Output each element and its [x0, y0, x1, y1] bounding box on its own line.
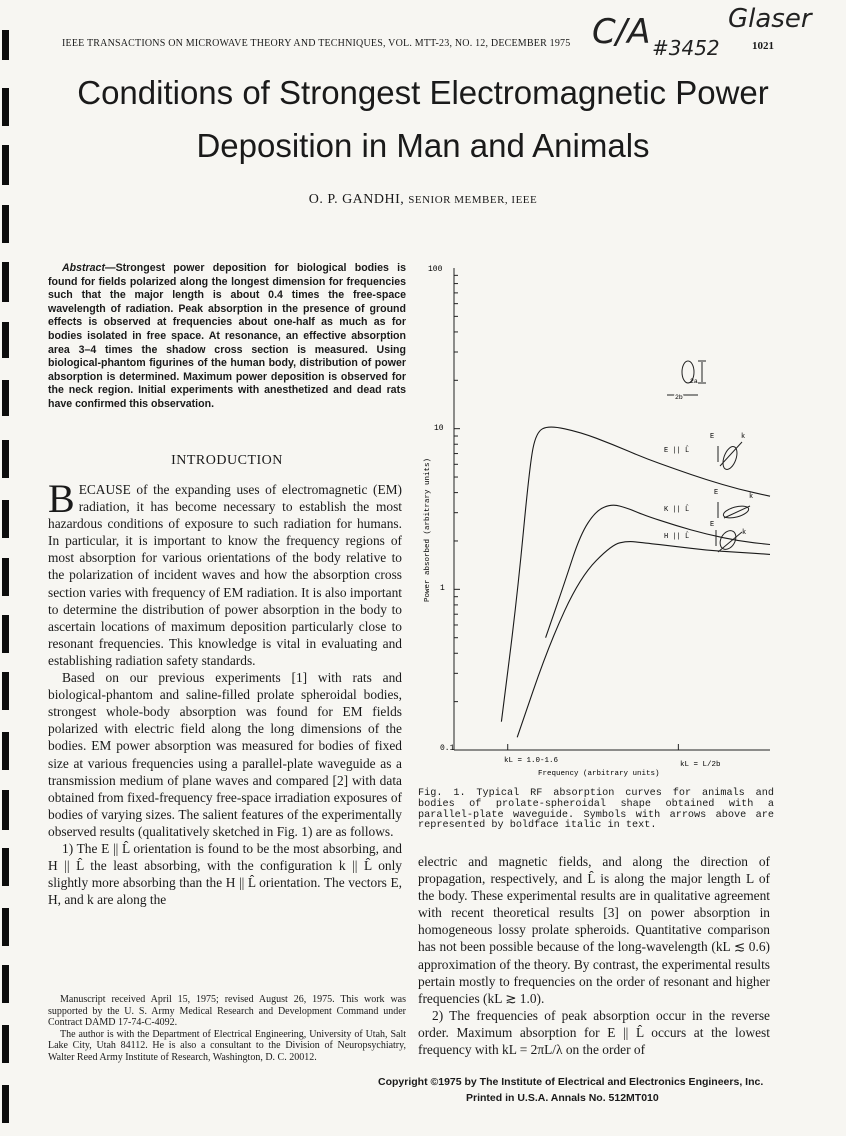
margin-mark [2, 380, 9, 416]
x-ticks [508, 744, 679, 750]
field-arrow-icon [724, 506, 750, 518]
abstract [48, 262, 406, 412]
footnote-manuscript: Manuscript received April 15, 1975; revised August 26, 1975. This work was supported by the U. S. Army Medical Research and Development Command under Contract DAMD 17-74-C-4092. [48, 994, 406, 1029]
margin-mark [2, 790, 9, 830]
running-header: IEEE TRANSACTIONS ON MICROWAVE THEORY AND TECHNIQUES, VOL. MTT-23, NO. 12, DECEMBER 1975 [62, 38, 571, 49]
y-tick-label: 0.1 [440, 744, 455, 753]
handwritten-note-right: Glaser [728, 4, 812, 34]
series-line-2 [546, 505, 770, 637]
figure-1-chart [412, 262, 792, 782]
field-arrow-icon [720, 442, 742, 466]
spheroid-icon [720, 445, 739, 472]
section-heading: INTRODUCTION [171, 453, 283, 468]
intro-paragraph-1 [48, 476, 402, 669]
curves [501, 427, 770, 737]
inset-height-label: 2a [690, 378, 698, 385]
y-tick-label: 100 [428, 265, 443, 274]
field-arrow-icon [718, 532, 742, 552]
margin-mark [2, 1025, 9, 1063]
printed-line: Printed in U.S.A. Annals No. 512MT010 [466, 1092, 659, 1104]
chart-axes [454, 268, 770, 750]
margin-mark [2, 500, 9, 538]
author-name: O. P. GANDHI, [308, 192, 405, 207]
page-number: 1021 [752, 40, 774, 52]
margin-mark [2, 322, 9, 358]
margin-mark [2, 30, 9, 60]
series-line-1 [501, 427, 770, 722]
abstract-text: —Strongest power deposition for biological bodies is found for fields polarized along the longest dimension for frequencies such that the major length is about 0.4 times the free-space wavelength of radiation. Peak absorption in the presence of ground effects is observed at frequencies about one-half as much as for bodies isolated in free space. At resonance, an effective absorption area 3–4 times the shadow cross section is measured. Using biological-phantom figurines of the human body, distribution of power absorption is determined. Maximum power deposition is observed for the neck region. Initial experiments with anesthetized and dead rats have confirmed this observation. [48, 262, 406, 410]
right-paragraph-2: 2) The frequencies of peak absorption occur in the reverse order. Maximum absorption for E || L̂ occurs at the lowest frequency with kL = 2πL/λ on the order of [418, 1007, 770, 1058]
spheroid-inset [667, 361, 706, 401]
margin-mark [2, 440, 9, 478]
vector-label-k: k [749, 493, 754, 501]
title-line-2: Deposition in Man and Animals [196, 127, 650, 164]
author-role: SENIOR MEMBER, IEEE [408, 194, 538, 206]
margin-mark [2, 848, 9, 886]
right-paragraph-1: electric and magnetic fields, and along the direction of propagation, respectively, and L̂ is along the major length L of the body. These experimental results are in qualitative agreement with recent theoretical results [3] on power absorption in homogeneous lossy prolate spheroids. Quantitative comparison has not been possible because of the long-wavelength (kL ≲ 0.6) approximation of the theory. By contrast, the experimental results pertain mostly to frequencies on the order of resonant and higher frequencies (kL ≳ 1.0). [418, 854, 770, 1006]
curve-label-h: H || L̂ [664, 533, 690, 541]
vector-label-e: E [710, 521, 715, 529]
intro-paragraph-2: Based on our previous experiments [1] with rats and biological-phantom and saline-filled prolate spheroidal bodies, strongest whole-body absorption was found for EM fields polarized with electric field along the long dimensions of the bodies. EM power absorption was measured for bodies of fixed size at various frequencies using a parallel-plate waveguide as a transmission medium of plane waves and compared [2] with data obtained from fixed-frequency free-space irradiation exposures of bodies of varying sizes. The salient features of the experimentally observed results (qualitatively sketched in Fig. 1) are as follows. [48, 670, 402, 839]
vector-label-e: E [714, 489, 719, 497]
figure-caption: Fig. 1. Typical RF absorption curves for animals and bodies of prolate-spheroidal shape obtained with a parallel-plate waveguide. Symbols with arrows above are represented by boldface italic in text. [418, 788, 774, 832]
handwritten-number: #3452 [652, 36, 720, 60]
footnote [48, 994, 406, 1064]
series-line-3 [517, 542, 770, 738]
margin-mark [2, 205, 9, 243]
vector-glyph-k [714, 489, 753, 520]
intro-paragraph-3: 1) The E || L̂ orientation is found to be the most absorbing, and H || L̂ the least absorbing, with the configuration k || L̂ only slightly more absorbing than the H || L̂ orientation. The vectors E, H, and k are along the [48, 840, 402, 908]
right-column-body [418, 853, 770, 1058]
x-axis-label: Frequency (arbitrary units) [538, 770, 660, 778]
author-line [0, 192, 846, 208]
margin-mark [2, 965, 9, 1003]
margin-mark [2, 908, 9, 946]
abstract-lead: Abstract [62, 262, 105, 274]
title-line-1: Conditions of Strongest Electromagnetic Power [77, 74, 769, 111]
spheroid-icon [717, 528, 739, 552]
intro-paragraph-1-text: ECAUSE of the expanding uses of electromagnetic (EM) radiation, it has become necessary to establish the most hazardous conditions of exposure to such radiation for humans. In particular, it is important to know the frequency regions of most absorption for various orientations of the body relative to the polarization of incident waves and how the absorption cross section varies with frequency of EM radiation. It is also important to determine the distribution of power absorption in the body to ascertain locations of maximum deposition particularly close to resonant frequencies. This knowledge is vital in evaluating and establishing radiation safety standards. [48, 482, 402, 668]
drop-cap: B [48, 476, 75, 521]
margin-mark [2, 262, 9, 302]
y-ticks [454, 275, 460, 750]
footnote-affiliation: The author is with the Department of Electrical Engineering, University of Utah, Salt Lake City, Utah 84112. He is also a consultant to the Division of Neuropsychiatry, Walter Reed Army Institute of Research, Washington, D. C. 20012. [48, 1028, 406, 1063]
intro-body [48, 476, 402, 908]
copyright: Copyright ©1975 by The Institute of Electrical and Electronics Engineers, Inc. [378, 1076, 764, 1088]
margin-mark [2, 615, 9, 653]
y-axis-label: Power absorbed (arbitrary units) [424, 457, 432, 602]
margin-mark [2, 672, 9, 710]
vector-label-k: k [741, 433, 746, 441]
x-tick-label: kL = 1.0-1.6 [504, 757, 559, 765]
inset-width-label: 2b [675, 394, 683, 401]
x-tick-label: kL = L/2b [680, 761, 721, 769]
margin-mark [2, 732, 9, 770]
curve-label-e: E || L̂ [664, 447, 690, 455]
y-tick-label: 1 [440, 584, 445, 593]
y-tick-label: 10 [434, 424, 444, 433]
curve-label-k: K || L̂ [664, 506, 690, 514]
vector-label-k: k [742, 529, 747, 537]
handwritten-note-left: C/A [592, 12, 651, 52]
vector-glyph-e [710, 433, 745, 471]
margin-mark [2, 1085, 9, 1123]
margin-mark [2, 558, 9, 596]
vector-label-e: E [710, 433, 715, 441]
